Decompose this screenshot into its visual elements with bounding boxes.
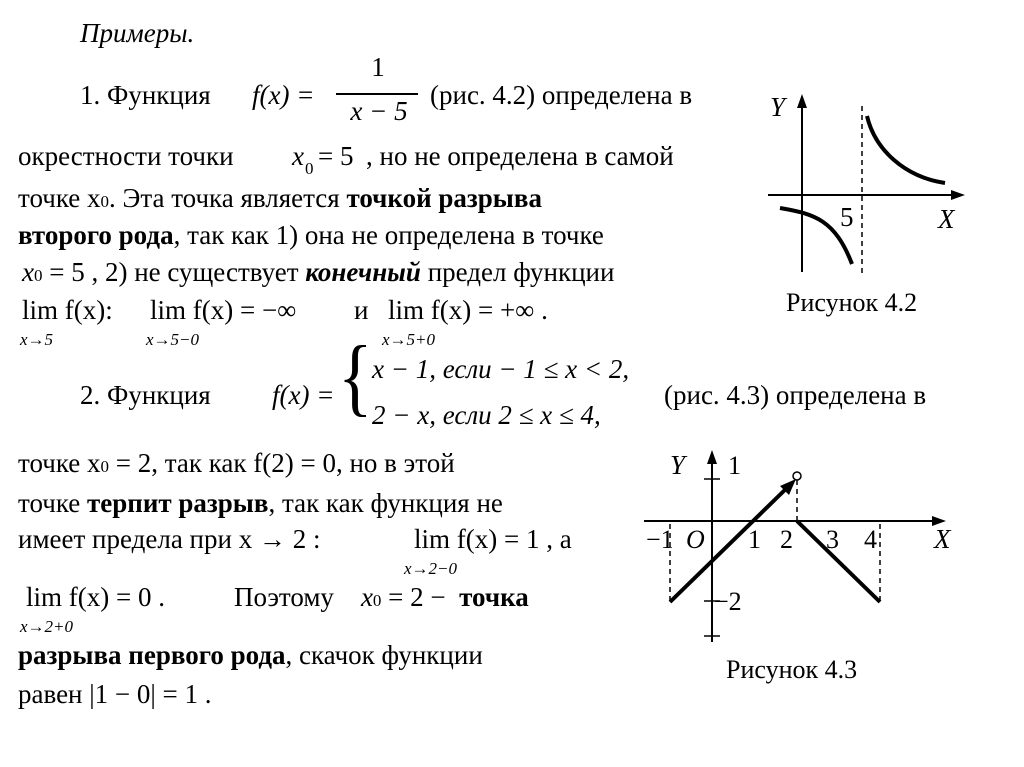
ex1-line2-tail: , но не определена в самой bbox=[366, 141, 674, 171]
ex1-function-lhs: f(x) = bbox=[252, 80, 315, 110]
ex1-and: и bbox=[354, 295, 369, 325]
ex2-line6: разрыва первого рода, скачок функции bbox=[18, 640, 483, 670]
ex1-fraction-denominator: x − 5 bbox=[350, 96, 408, 126]
ex2-brace: { bbox=[338, 328, 373, 425]
ex2-function-lhs: f(x) = bbox=[272, 380, 335, 410]
ex2-line3: точке терпит разрыв, так как функция не bbox=[18, 488, 503, 518]
ex1-lim1-sub: x→5 bbox=[20, 330, 54, 349]
ex1-line3a: точке x0. Эта точка является точкой разрыва bbox=[18, 183, 542, 213]
ex2-number: 2. Функция bbox=[80, 380, 211, 410]
ex2-line5-lim-sub: x→2+0 bbox=[20, 617, 74, 636]
ex2-line4-lim: lim f(x) = 1 , а bbox=[414, 524, 572, 554]
figure-4-2 bbox=[760, 92, 1010, 292]
ex1-lim3-sub: x→5+0 bbox=[382, 330, 436, 349]
ex2-line4-lim-sub: x→2−0 bbox=[404, 559, 458, 578]
fig2-y-tick-pos: 1 bbox=[728, 451, 741, 480]
figure-4-3 bbox=[640, 446, 960, 656]
ex1-x0: x bbox=[292, 141, 304, 171]
fig2-x-tick-2: 2 bbox=[780, 525, 793, 554]
ex1-fraction-bar bbox=[336, 93, 418, 95]
ex2-line5-lim: lim f(x) = 0 . bbox=[26, 582, 165, 612]
ex1-line5: x0 = 5 , 2) не существует конечный предел функции bbox=[22, 257, 615, 287]
fig2-caption: Рисунок 4.3 bbox=[726, 655, 858, 684]
fig1-tick-5: 5 bbox=[840, 202, 854, 232]
ex2-line5-mid: Поэтому x0 = 2 − точка bbox=[234, 582, 529, 612]
fig2-x-tick-3: 3 bbox=[826, 525, 839, 554]
fig1-caption: Рисунок 4.2 bbox=[786, 288, 918, 317]
ex1-line1-tail: (рис. 4.2) определена в bbox=[430, 80, 693, 110]
fig2-x-tick-4: 4 bbox=[864, 525, 877, 554]
ex1-x0-sub: 0 bbox=[305, 159, 314, 178]
ex2-line2: точке x0 = 2, так как f(2) = 0, но в этой bbox=[18, 448, 455, 478]
fig2-origin: O bbox=[686, 525, 705, 554]
ex1-lim1: lim f(x): bbox=[22, 295, 113, 325]
ex2-line4: имеет предела при x → 2 : bbox=[18, 524, 321, 554]
ex1-lim2: lim f(x) = −∞ bbox=[150, 295, 297, 325]
section-heading: Примеры. bbox=[80, 18, 195, 48]
ex2-line1-tail: (рис. 4.3) определена в bbox=[664, 380, 927, 410]
fig2-x-label: X bbox=[934, 524, 951, 554]
ex2-line7: равен |1 − 0| = 1 . bbox=[18, 679, 212, 709]
ex1-lim3: lim f(x) = +∞ . bbox=[388, 295, 548, 325]
ex1-line4: второго рода, так как 1) она не определена в точке bbox=[18, 220, 604, 250]
fig2-y-tick-neg: −2 bbox=[714, 587, 742, 616]
fig2-y-arrow bbox=[707, 450, 717, 464]
fig2-open-point bbox=[793, 472, 801, 480]
fig2-x-neg: −1 bbox=[646, 525, 674, 554]
fig1-x-arrow bbox=[951, 190, 965, 200]
fig1-x-label: X bbox=[938, 204, 955, 234]
ex1-line2: окрестности точки bbox=[18, 141, 234, 171]
fig1-curve-right bbox=[867, 116, 945, 183]
ex2-case2: 2 − x, если 2 ≤ x ≤ 4, bbox=[372, 400, 601, 430]
ex1-lim2-sub: x→5−0 bbox=[146, 330, 200, 349]
fig2-x-tick-1: 1 bbox=[748, 525, 761, 554]
fig2-y-label: Y bbox=[670, 450, 686, 480]
fig1-y-arrow bbox=[797, 94, 807, 108]
ex1-fraction-numerator: 1 bbox=[371, 52, 385, 82]
fig1-y-label: Y bbox=[770, 92, 786, 122]
ex1-x0-val: = 5 bbox=[318, 141, 354, 171]
ex1-number: 1. Функция bbox=[80, 80, 211, 110]
ex2-case1: x − 1, если − 1 ≤ x < 2, bbox=[372, 354, 630, 384]
